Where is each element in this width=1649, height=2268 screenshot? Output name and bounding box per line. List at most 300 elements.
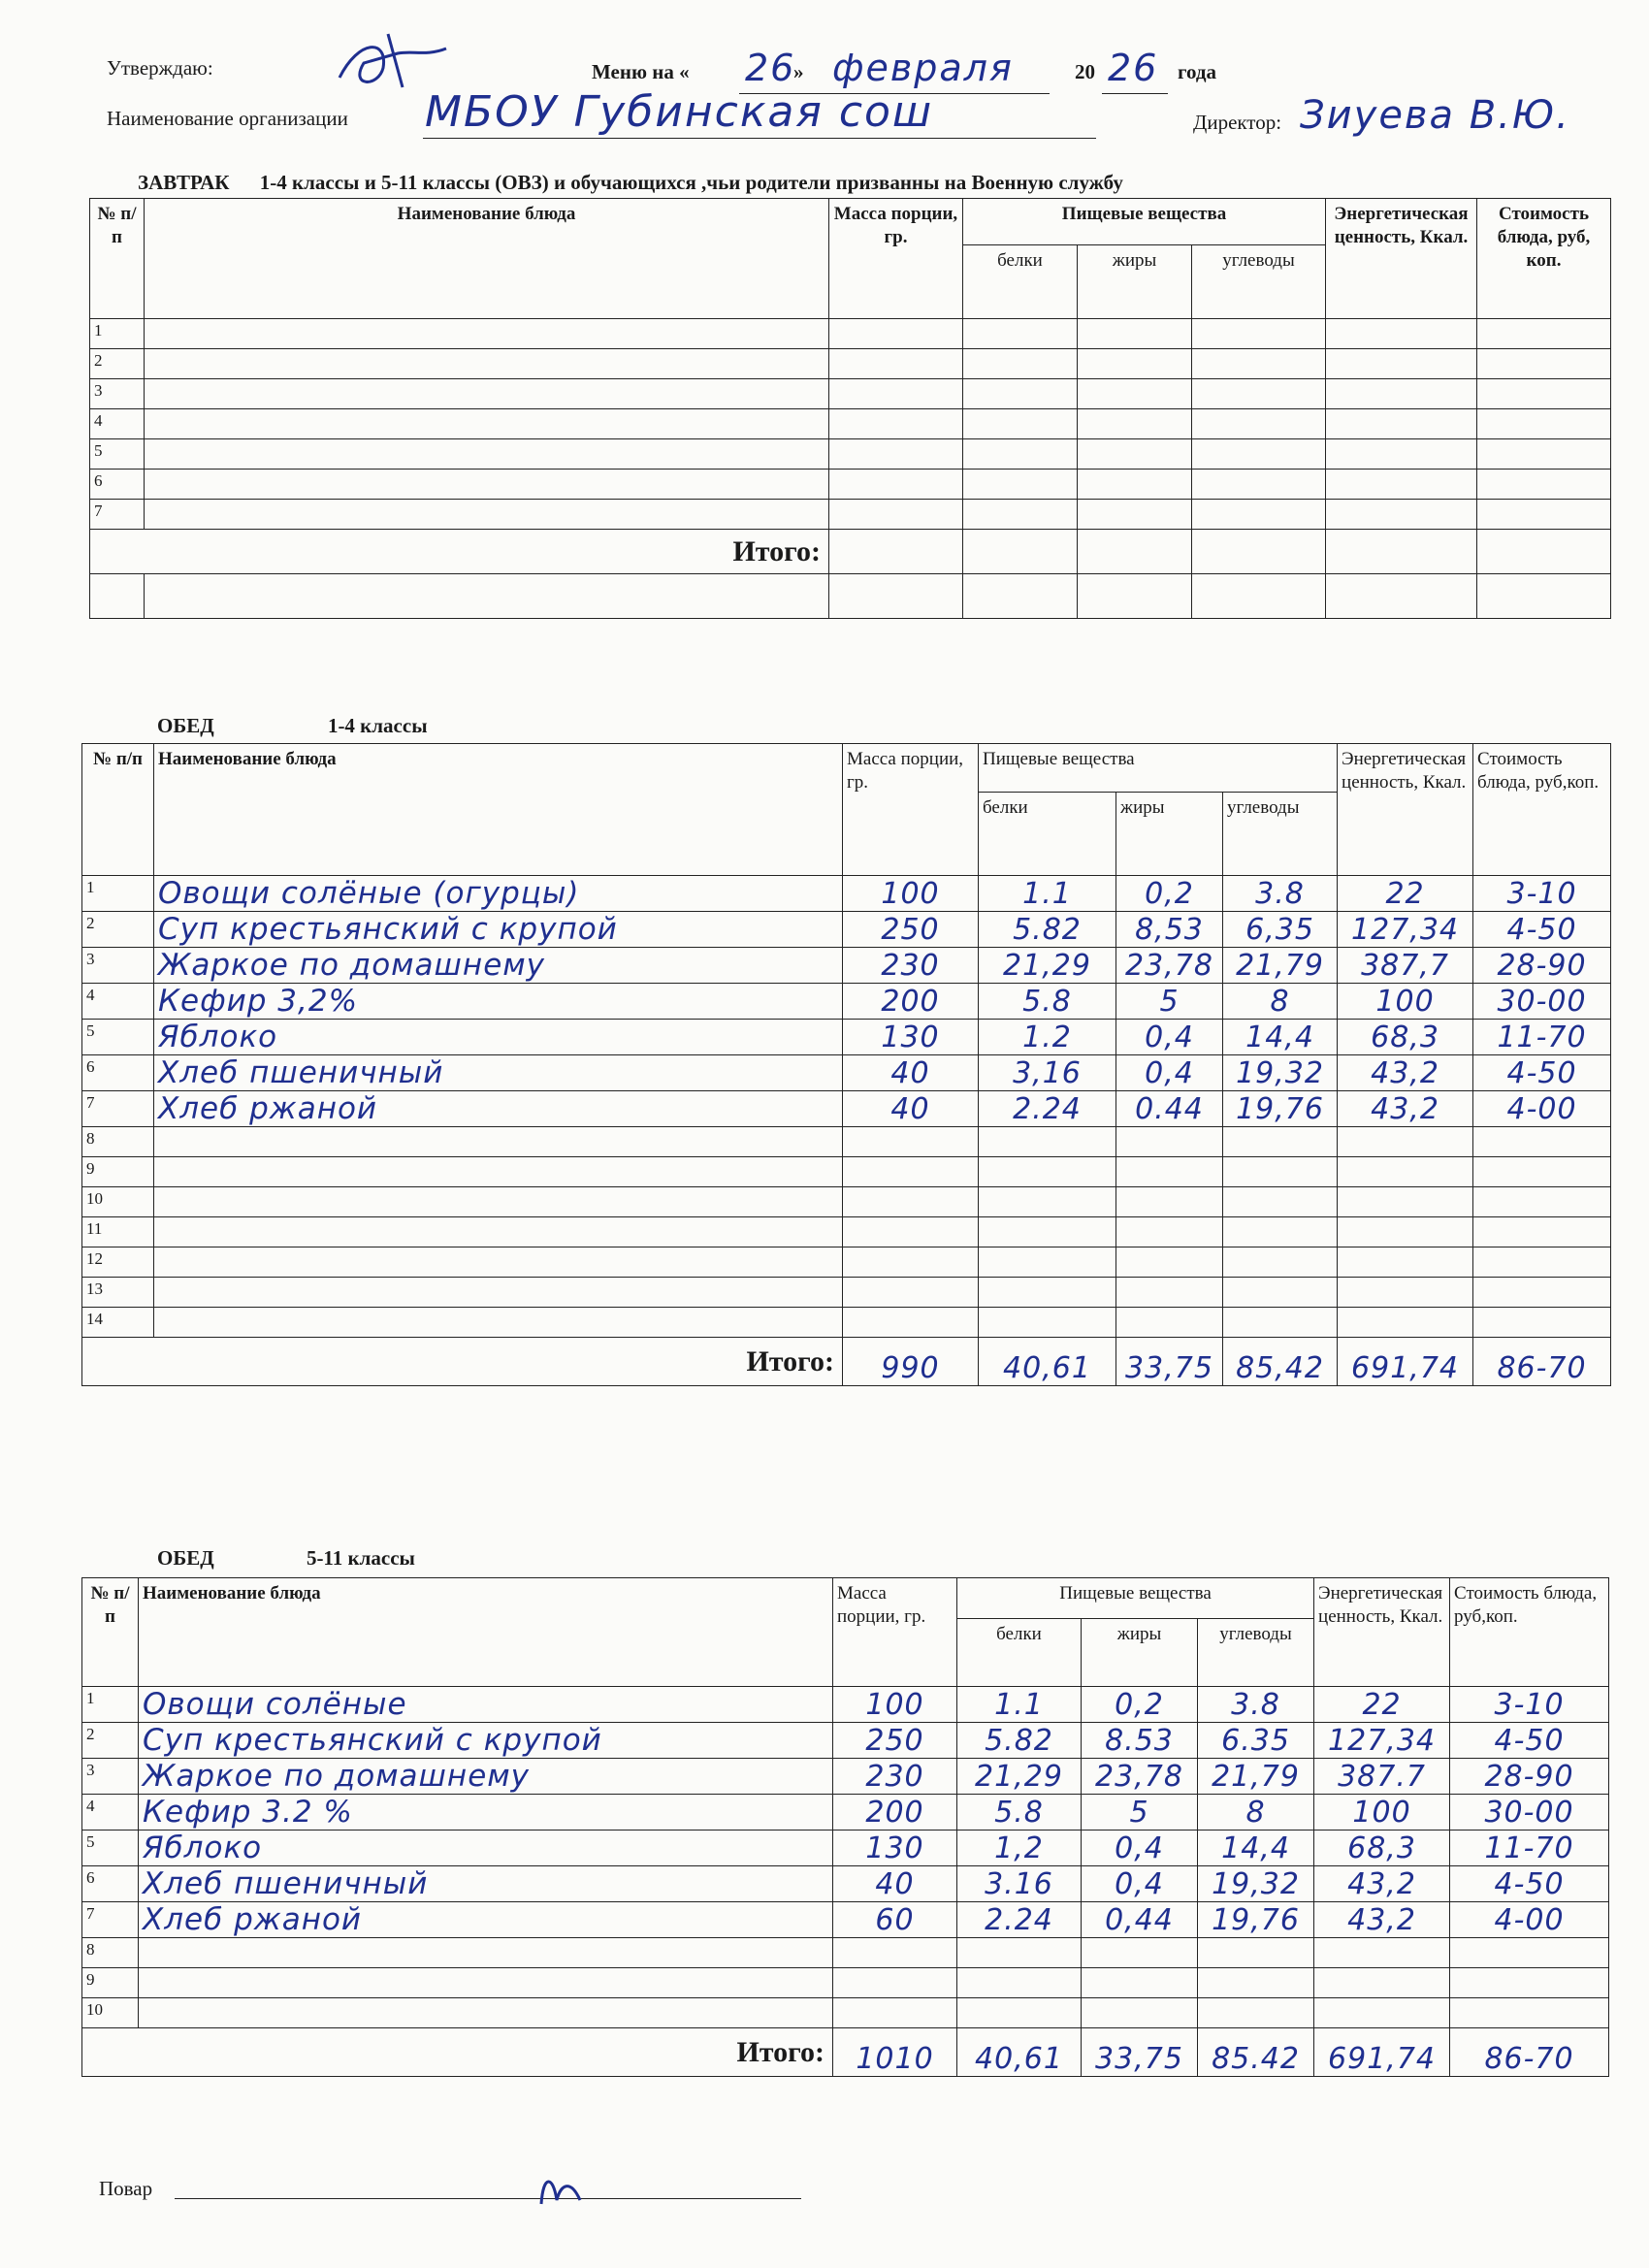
dish-name: Хлеб ржаной [139, 1902, 833, 1938]
row-number: 3 [82, 1759, 139, 1795]
dish-name: Яблоко [139, 1831, 833, 1866]
row-number: 10 [82, 1187, 154, 1217]
row-number: 2 [82, 912, 154, 948]
row-number: 1 [82, 876, 154, 912]
cell-protein: 5.8 [979, 984, 1116, 1020]
row-number: 7 [82, 1091, 154, 1127]
table-cell [1082, 1998, 1198, 2028]
table-cell [154, 1157, 843, 1187]
table-cell [1082, 1968, 1198, 1998]
total-carbs: 85,42 [1223, 1338, 1338, 1386]
table-cell [963, 470, 1078, 500]
dish-name: Жаркое по домашнему [154, 948, 843, 984]
table-cell [1116, 1247, 1223, 1278]
cell-energy: 127,34 [1314, 1723, 1450, 1759]
col-cost: Стоимость блюда, руб,коп. [1450, 1578, 1609, 1687]
table-cell [1473, 1217, 1611, 1247]
cell-fat: 23,78 [1082, 1759, 1198, 1795]
cell-mass: 40 [833, 1866, 957, 1902]
table-cell [829, 409, 963, 439]
table-row [82, 1723, 1609, 1759]
table-row [82, 1091, 1611, 1127]
row-number: 2 [90, 349, 145, 379]
table-cell [1116, 1278, 1223, 1308]
cell-fat: 8.53 [1082, 1723, 1198, 1759]
col-protein: белки [979, 793, 1116, 876]
table-cell [1450, 1998, 1609, 2028]
table-cell [1477, 530, 1611, 574]
cell-fat: 8,53 [1116, 912, 1223, 948]
table-cell [1477, 500, 1611, 530]
cell-protein: 2.24 [957, 1902, 1082, 1938]
table-cell [979, 1278, 1116, 1308]
table-cell [957, 1998, 1082, 2028]
cell-protein: 5.82 [979, 912, 1116, 948]
col-num: № п/п [82, 1578, 139, 1687]
breakfast-total-label: Итого: [90, 530, 829, 574]
cell-energy: 22 [1338, 876, 1473, 912]
table-cell [1450, 1938, 1609, 1968]
dish-name: Кефир 3,2% [154, 984, 843, 1020]
dish-name: Жаркое по домашнему [139, 1759, 833, 1795]
table-cell [1078, 439, 1192, 470]
director-name: Зиуева В.Ю. [1300, 93, 1570, 138]
row-number: 8 [82, 1938, 139, 1968]
table-row [82, 1831, 1609, 1866]
breakfast-subtitle: 1-4 классы и 5-11 классы (ОВЗ) и обучающихся ,чьи родители призванны на Военную службу [259, 171, 1123, 194]
table-cell [1078, 409, 1192, 439]
col-name: Наименование блюда [145, 199, 829, 319]
cell-fat: 0,4 [1082, 1831, 1198, 1866]
cell-energy: 387,7 [1338, 948, 1473, 984]
cell-cost: 30-00 [1450, 1795, 1609, 1831]
table-cell [145, 379, 829, 409]
col-nutrients: Пищевые вещества [963, 199, 1326, 245]
director-label: Директор: [1193, 111, 1282, 134]
row-number: 3 [82, 948, 154, 984]
org-label: Наименование организации [107, 107, 348, 130]
table-cell [1223, 1157, 1338, 1187]
cell-fat: 5 [1082, 1795, 1198, 1831]
table-cell [1192, 439, 1326, 470]
table-row [82, 1308, 1611, 1338]
col-energy: Энергетическая ценность, Ккал. [1326, 199, 1477, 319]
row-number: 8 [82, 1127, 154, 1157]
menu-day: 26 [745, 47, 796, 89]
row-number: 5 [90, 439, 145, 470]
dish-name: Яблоко [154, 1020, 843, 1055]
cell-carbs: 19,76 [1198, 1902, 1314, 1938]
cell-protein: 2.24 [979, 1091, 1116, 1127]
cell-energy: 68,3 [1338, 1020, 1473, 1055]
total-protein: 40,61 [979, 1338, 1116, 1386]
table-cell [1326, 500, 1477, 530]
col-carbs: углеводы [1198, 1619, 1314, 1687]
dish-name: Суп крестьянский с крупой [139, 1723, 833, 1759]
cell-mass: 60 [833, 1902, 957, 1938]
row-number: 9 [82, 1968, 139, 1998]
table-cell [829, 530, 963, 574]
table-cell [1192, 349, 1326, 379]
table-cell [1078, 530, 1192, 574]
col-carbs: углеводы [1223, 793, 1338, 876]
table-cell [145, 574, 829, 619]
cell-mass: 200 [833, 1795, 957, 1831]
table-row [82, 984, 1611, 1020]
cell-energy: 100 [1338, 984, 1473, 1020]
year-word: года [1178, 60, 1217, 83]
table-row [82, 1795, 1609, 1831]
table-cell [843, 1308, 979, 1338]
cell-carbs: 21,79 [1198, 1759, 1314, 1795]
table-row [82, 948, 1611, 984]
col-protein: белки [963, 245, 1078, 319]
table-cell [843, 1278, 979, 1308]
cell-protein: 3,16 [979, 1055, 1116, 1091]
cell-mass: 40 [843, 1091, 979, 1127]
table-cell [829, 574, 963, 619]
table-cell [1473, 1247, 1611, 1278]
table-cell [1338, 1157, 1473, 1187]
row-number: 7 [90, 500, 145, 530]
cell-cost: 11-70 [1473, 1020, 1611, 1055]
table-cell [829, 319, 963, 349]
row-number: 6 [82, 1866, 139, 1902]
table-cell [1198, 1968, 1314, 1998]
dish-name: Овощи солёные [139, 1687, 833, 1723]
col-fat: жиры [1078, 245, 1192, 319]
table-cell [1192, 530, 1326, 574]
col-fat: жиры [1116, 793, 1223, 876]
table-row [82, 1055, 1611, 1091]
table-row [82, 876, 1611, 912]
row-number: 2 [82, 1723, 139, 1759]
total-fat: 33,75 [1082, 2028, 1198, 2077]
table-row [82, 1157, 1611, 1187]
lunch14-total-label: Итого: [82, 1338, 843, 1386]
table-cell [1192, 500, 1326, 530]
table-row [82, 1759, 1609, 1795]
year-suffix: 26 [1108, 47, 1159, 89]
dish-name: Овощи солёные (огурцы) [154, 876, 843, 912]
table-cell [1473, 1187, 1611, 1217]
cell-mass: 230 [843, 948, 979, 984]
cell-protein: 21,29 [979, 948, 1116, 984]
table-cell [833, 1998, 957, 2028]
col-mass: Масса порции, гр. [833, 1578, 957, 1687]
cook-signature [532, 2165, 590, 2214]
dish-name: Хлеб пшеничный [154, 1055, 843, 1091]
table-cell [1326, 470, 1477, 500]
dish-name: Суп крестьянский с крупой [154, 912, 843, 948]
col-num: № п/п [90, 199, 145, 319]
cell-energy: 387.7 [1314, 1759, 1450, 1795]
col-mass: Масса порции, гр. [829, 199, 963, 319]
table-cell [1198, 1998, 1314, 2028]
cell-cost: 4-50 [1450, 1723, 1609, 1759]
table-row [82, 1020, 1611, 1055]
lunch511-title [157, 1546, 415, 1571]
cell-carbs: 6.35 [1198, 1723, 1314, 1759]
col-name: Наименование блюда [139, 1578, 833, 1687]
table-cell [843, 1127, 979, 1157]
total-cost: 86-70 [1473, 1338, 1611, 1386]
cell-cost: 4-50 [1450, 1866, 1609, 1902]
row-number: 12 [82, 1247, 154, 1278]
table-row [90, 500, 1611, 530]
cell-protein: 1.2 [979, 1020, 1116, 1055]
table-row [90, 319, 1611, 349]
cell-protein: 1.1 [957, 1687, 1082, 1723]
row-number: 6 [82, 1055, 154, 1091]
cell-fat: 0,4 [1116, 1020, 1223, 1055]
table-cell [1326, 319, 1477, 349]
table-cell [963, 500, 1078, 530]
breakfast-title [138, 171, 1123, 195]
row-number: 13 [82, 1278, 154, 1308]
cell-carbs: 21,79 [1223, 948, 1338, 984]
lunch511-table [81, 1577, 1609, 2077]
cell-mass: 250 [833, 1723, 957, 1759]
lunch511-subtitle: 5-11 классы [306, 1546, 415, 1570]
cell-energy: 22 [1314, 1687, 1450, 1723]
table-cell [139, 1938, 833, 1968]
cell-energy: 43,2 [1338, 1091, 1473, 1127]
cell-mass: 130 [833, 1831, 957, 1866]
table-cell [139, 1968, 833, 1998]
dish-name: Кефир 3.2 % [139, 1795, 833, 1831]
table-cell [1223, 1187, 1338, 1217]
table-cell [829, 379, 963, 409]
table-row [82, 912, 1611, 948]
col-mass: Масса порции, гр. [843, 744, 979, 876]
table-cell [833, 1938, 957, 1968]
cook-label: Повар [99, 2177, 153, 2200]
table-cell [1477, 319, 1611, 349]
table-row [82, 1687, 1609, 1723]
cell-carbs: 8 [1223, 984, 1338, 1020]
table-row [90, 379, 1611, 409]
row-number: 7 [82, 1902, 139, 1938]
cell-mass: 100 [833, 1687, 957, 1723]
table-cell [1192, 409, 1326, 439]
cell-cost: 28-90 [1473, 948, 1611, 984]
table-cell [1473, 1157, 1611, 1187]
table-cell [1477, 379, 1611, 409]
table-cell [1338, 1308, 1473, 1338]
table-cell [1192, 470, 1326, 500]
cell-carbs: 19,76 [1223, 1091, 1338, 1127]
org-underline [423, 138, 1096, 139]
table-cell [843, 1247, 979, 1278]
table-cell [1192, 574, 1326, 619]
dish-name: Хлеб ржаной [154, 1091, 843, 1127]
total-mass: 1010 [833, 2028, 957, 2077]
table-cell [843, 1187, 979, 1217]
table-cell [1223, 1247, 1338, 1278]
table-cell [1338, 1187, 1473, 1217]
table-cell [1326, 439, 1477, 470]
table-cell [1326, 530, 1477, 574]
col-num: № п/п [82, 744, 154, 876]
cell-fat: 0,44 [1082, 1902, 1198, 1938]
table-cell [829, 500, 963, 530]
total-mass: 990 [843, 1338, 979, 1386]
table-cell [154, 1127, 843, 1157]
table-row [82, 1998, 1609, 2028]
table-cell [145, 500, 829, 530]
table-cell [843, 1217, 979, 1247]
table-row [82, 1187, 1611, 1217]
cell-carbs: 6,35 [1223, 912, 1338, 948]
lunch14-table [81, 743, 1611, 1386]
cell-mass: 250 [843, 912, 979, 948]
table-cell [1473, 1127, 1611, 1157]
cook-underline [175, 2198, 801, 2199]
table-cell [1116, 1308, 1223, 1338]
row-number: 1 [90, 319, 145, 349]
total-fat: 33,75 [1116, 1338, 1223, 1386]
cell-energy: 43,2 [1338, 1055, 1473, 1091]
quote-close: » [793, 60, 804, 83]
table-cell [1116, 1157, 1223, 1187]
table-cell [154, 1247, 843, 1278]
cell-carbs: 3.8 [1198, 1687, 1314, 1723]
cell-cost: 30-00 [1473, 984, 1611, 1020]
cell-fat: 0,4 [1116, 1055, 1223, 1091]
cell-mass: 40 [843, 1055, 979, 1091]
table-row [82, 1247, 1611, 1278]
table-cell [145, 470, 829, 500]
table-cell [1326, 379, 1477, 409]
table-cell [1192, 379, 1326, 409]
row-number: 4 [90, 409, 145, 439]
col-cost: Стоимость блюда, руб, коп. [1477, 199, 1611, 319]
row-number: 5 [82, 1020, 154, 1055]
table-cell [1338, 1127, 1473, 1157]
table-cell [1078, 319, 1192, 349]
table-cell [1473, 1308, 1611, 1338]
table-cell [1116, 1217, 1223, 1247]
cell-carbs: 19,32 [1198, 1866, 1314, 1902]
table-cell [1223, 1217, 1338, 1247]
table-cell [979, 1187, 1116, 1217]
approve-label: Утверждаю: [107, 56, 213, 80]
table-cell [1078, 470, 1192, 500]
table-cell [1223, 1308, 1338, 1338]
table-cell [957, 1968, 1082, 1998]
table-cell [1116, 1187, 1223, 1217]
lunch511-title-text: ОБЕД [157, 1546, 214, 1570]
table-cell [1326, 349, 1477, 379]
dish-name: Хлеб пшеничный [139, 1866, 833, 1902]
table-cell [154, 1187, 843, 1217]
table-cell [145, 349, 829, 379]
cell-fat: 23,78 [1116, 948, 1223, 984]
cell-energy: 68,3 [1314, 1831, 1450, 1866]
table-row [82, 1127, 1611, 1157]
table-cell [1338, 1247, 1473, 1278]
cell-mass: 100 [843, 876, 979, 912]
row-number: 6 [90, 470, 145, 500]
total-protein: 40,61 [957, 2028, 1082, 2077]
table-cell [963, 349, 1078, 379]
row-number: 1 [82, 1687, 139, 1723]
table-cell [843, 1157, 979, 1187]
table-cell [1477, 439, 1611, 470]
table-cell [1338, 1278, 1473, 1308]
cell-cost: 4-50 [1473, 1055, 1611, 1091]
table-cell [963, 409, 1078, 439]
cell-energy: 43,2 [1314, 1866, 1450, 1902]
row-number: 3 [90, 379, 145, 409]
table-row [82, 1902, 1609, 1938]
table-cell [1223, 1278, 1338, 1308]
table-cell [979, 1217, 1116, 1247]
table-cell [833, 1968, 957, 1998]
cell-fat: 0.44 [1116, 1091, 1223, 1127]
breakfast-table [89, 198, 1611, 619]
table-cell [1326, 574, 1477, 619]
table-cell [1078, 574, 1192, 619]
table-cell [1477, 574, 1611, 619]
cell-cost: 4-50 [1473, 912, 1611, 948]
cell-mass: 230 [833, 1759, 957, 1795]
col-nutrients: Пищевые вещества [979, 744, 1338, 793]
table-cell [963, 530, 1078, 574]
col-cost: Стоимость блюда, руб,коп. [1473, 744, 1611, 876]
table-cell [1477, 470, 1611, 500]
row-number: 10 [82, 1998, 139, 2028]
row-number: 14 [82, 1308, 154, 1338]
lunch14-subtitle: 1-4 классы [327, 714, 428, 737]
table-cell [1450, 1968, 1609, 1998]
year-prefix: 20 [1075, 60, 1095, 83]
cell-carbs: 8 [1198, 1795, 1314, 1831]
table-cell [829, 439, 963, 470]
cell-mass: 200 [843, 984, 979, 1020]
table-cell [1078, 500, 1192, 530]
row-number: 11 [82, 1217, 154, 1247]
lunch14-title [157, 714, 428, 738]
cell-protein: 5.82 [957, 1723, 1082, 1759]
table-cell [1078, 379, 1192, 409]
cell-energy: 100 [1314, 1795, 1450, 1831]
cell-cost: 11-70 [1450, 1831, 1609, 1866]
table-cell [1078, 349, 1192, 379]
table-cell [145, 319, 829, 349]
row-number: 9 [82, 1157, 154, 1187]
row-number: 5 [82, 1831, 139, 1866]
table-row [82, 1938, 1609, 1968]
cell-protein: 21,29 [957, 1759, 1082, 1795]
col-carbs: углеводы [1192, 245, 1326, 319]
col-name: Наименование блюда [154, 744, 843, 876]
table-cell [1477, 409, 1611, 439]
breakfast-title-text: ЗАВТРАК [138, 171, 230, 194]
table-cell [963, 319, 1078, 349]
table-row [82, 1866, 1609, 1902]
cell-carbs: 3.8 [1223, 876, 1338, 912]
lunch511-total-label: Итого: [82, 2028, 833, 2077]
table-cell [1338, 1217, 1473, 1247]
table-cell [963, 439, 1078, 470]
table-cell [979, 1247, 1116, 1278]
total-energy: 691,74 [1338, 1338, 1473, 1386]
cell-cost: 4-00 [1473, 1091, 1611, 1127]
table-row [90, 409, 1611, 439]
table-cell [90, 574, 145, 619]
